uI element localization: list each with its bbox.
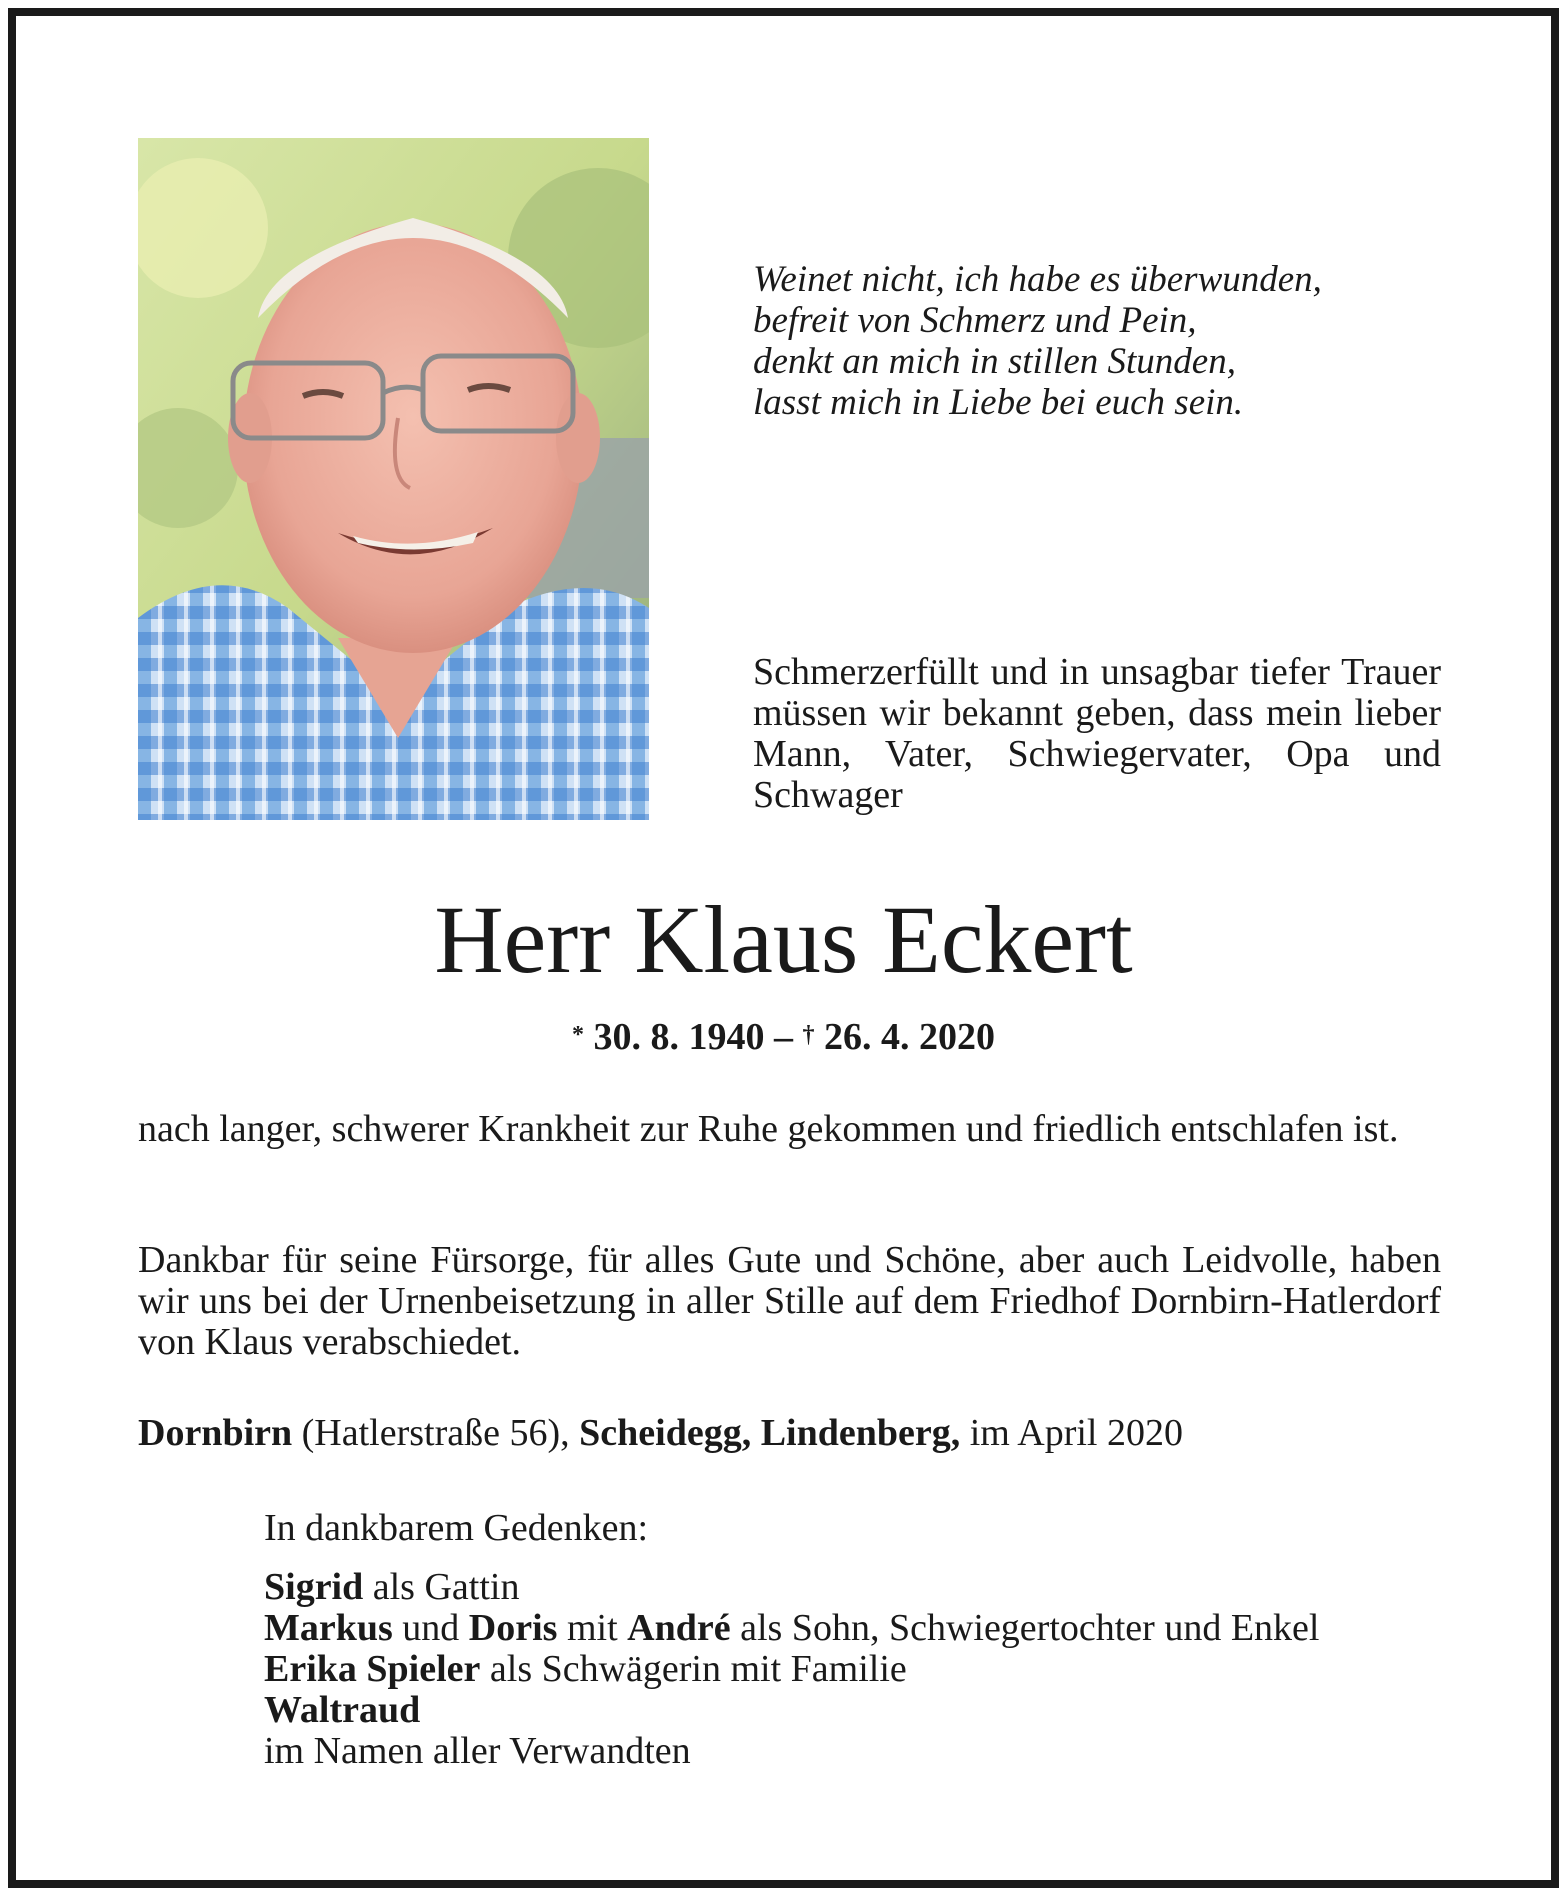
portrait-photo xyxy=(138,138,649,820)
date-separator: – xyxy=(764,1016,803,1058)
life-dates xyxy=(16,1015,1551,1059)
place-date-line xyxy=(138,1411,1448,1455)
poem xyxy=(753,259,1453,423)
mourner-role: als Gattin xyxy=(363,1566,520,1608)
mourners-closing: im Namen aller Verwandten xyxy=(264,1730,691,1772)
mourner-name: Waltraud xyxy=(264,1689,421,1731)
poem-line: denkt an mich in stillen Stunden, xyxy=(753,341,1236,382)
poem-line: befreit von Schmerz und Pein, xyxy=(753,300,1197,341)
connector: und xyxy=(392,1607,469,1649)
mourner-name: André xyxy=(627,1607,731,1649)
mourner-name: Sigrid xyxy=(264,1566,364,1608)
connector: mit xyxy=(557,1607,628,1649)
mourner-row xyxy=(264,1567,1454,1608)
body-paragraph-1: nach langer, schwerer Krankheit zur Ruhe gekommen und friedlich entschlafen ist. xyxy=(138,1108,1399,1150)
mourner-name: Markus xyxy=(264,1607,393,1649)
birth-date: 30. 8. 1940 xyxy=(593,1016,765,1058)
birth-mark: * xyxy=(572,1022,584,1048)
mourners-heading: In dankbarem Gedenken: xyxy=(264,1507,649,1549)
mourner-name: Erika Spieler xyxy=(264,1648,481,1690)
deceased-name: Herr Klaus Eckert xyxy=(434,886,1133,993)
portrait-illustration xyxy=(138,138,649,820)
mourners-list xyxy=(264,1508,1454,1772)
mourner-row xyxy=(264,1608,1454,1649)
mourner-row xyxy=(264,1649,1454,1690)
obituary-card xyxy=(8,8,1559,1888)
place-city: Dornbirn xyxy=(138,1412,293,1454)
poem-line: Weinet nicht, ich habe es überwunden, xyxy=(753,259,1322,300)
poem-line: lasst mich in Liebe bei euch sein. xyxy=(753,382,1244,423)
place-cities: Scheidegg, Lindenberg, xyxy=(579,1412,961,1454)
body-paragraph-2: Dankbar für seine Fürsorge, für alles Gute und Schöne, aber auch Leidvolle, haben wir uns bei der Urnenbeisetzung in aller Stille auf dem Friedhof Dornbirn-Hatlerdorf von Klaus verabschiedet. xyxy=(138,1239,1441,1363)
place-date: im April 2020 xyxy=(960,1412,1183,1454)
mourner-name: Doris xyxy=(468,1607,558,1649)
mourner-row xyxy=(264,1690,1454,1731)
mourner-role: als Schwägerin mit Familie xyxy=(480,1648,907,1690)
place-address: (Hatlerstraße 56), xyxy=(292,1412,580,1454)
death-date: 26. 4. 2020 xyxy=(824,1016,995,1058)
mourner-role: als Sohn, Schwiegertochter und Enkel xyxy=(730,1607,1320,1649)
intro-text: Schmerzerfüllt und in unsagbar tiefer Trauer müssen wir bekannt geben, dass mein lieber Mann, Vater, Schwiegervater, Opa und Schwager xyxy=(753,651,1441,816)
death-mark: † xyxy=(802,1022,815,1048)
